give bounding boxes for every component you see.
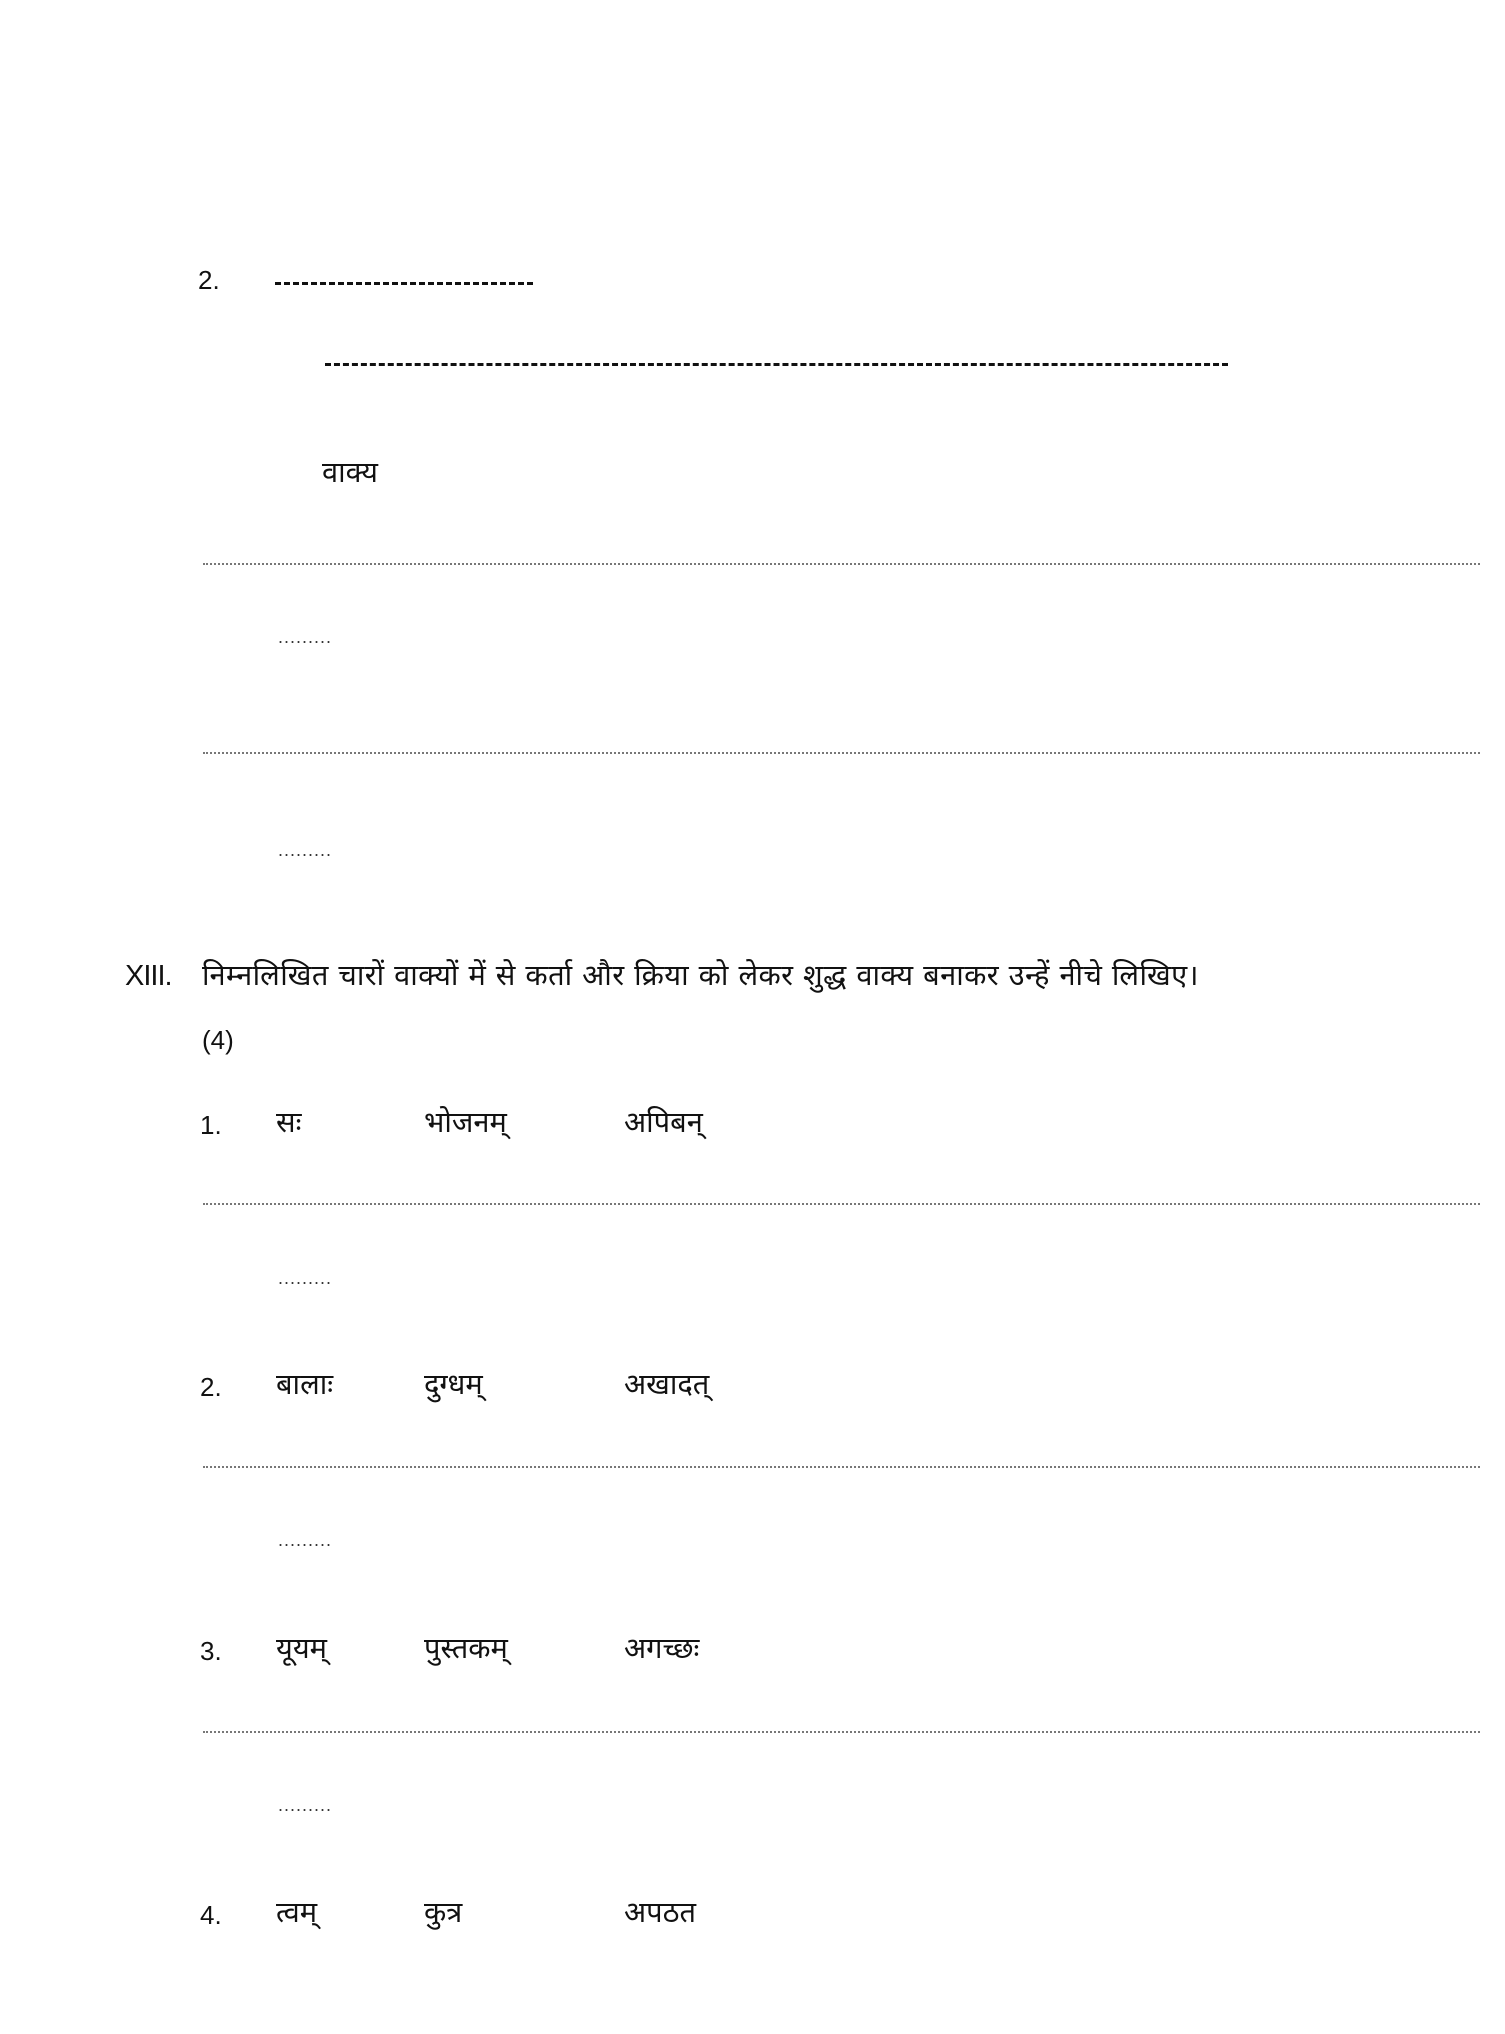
answer-line [203, 563, 1480, 565]
word-object: पुस्तकम् [424, 1631, 508, 1665]
word-subject: बालाः [276, 1367, 334, 1401]
word-verb: अपठत [624, 1895, 697, 1929]
answer-line-end: ......... [278, 840, 333, 860]
answer-line-end: ......... [278, 1530, 333, 1550]
answer-line [203, 1466, 1480, 1468]
question-marks: (4) [202, 1025, 234, 1055]
answer-line-end: ......... [278, 1268, 333, 1288]
question-instruction: निम्नलिखित चारों वाक्यों में से कर्ता और क्रिया को लेकर शुद्ध वाक्य बनाकर उन्हें नीचे लिखिए। [202, 958, 1199, 992]
blank-long [325, 363, 1228, 366]
word-subject: यूयम् [276, 1631, 327, 1665]
word-object: दुग्धम् [424, 1367, 483, 1401]
word-subject: त्वम् [276, 1895, 318, 1929]
blank-short [275, 282, 533, 285]
item-number: 1. [200, 1110, 222, 1140]
answer-line-end: ......... [278, 1795, 333, 1815]
word-subject: सः [276, 1105, 302, 1139]
item-number: 2. [198, 265, 220, 295]
question-number: XIII. [125, 960, 172, 992]
item-number: 3. [200, 1636, 222, 1666]
word-verb: अगच्छः [624, 1631, 700, 1665]
word-object: भोजनम् [424, 1105, 507, 1139]
answer-line [203, 1203, 1480, 1205]
answer-line-end: ......... [278, 627, 333, 647]
word-verb: अखादत् [624, 1367, 710, 1401]
word-verb: अपिबन् [624, 1105, 703, 1139]
answer-line [203, 752, 1480, 754]
word-object: कुत्र [424, 1895, 463, 1929]
item-number: 2. [200, 1372, 222, 1402]
answer-line [203, 1731, 1480, 1733]
sentence-label: वाक्य [322, 455, 378, 489]
item-number: 4. [200, 1900, 222, 1930]
